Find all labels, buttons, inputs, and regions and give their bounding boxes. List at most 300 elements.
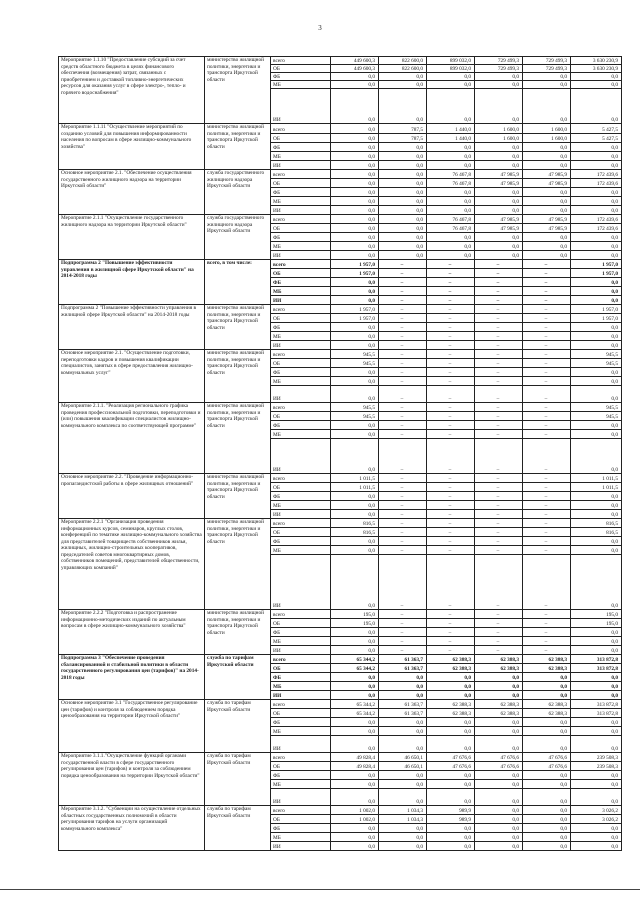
- amount-cell: –: [427, 510, 475, 519]
- responsible-executor: служба по тарифам Иркутской области: [205, 655, 271, 700]
- amount-cell: –: [427, 260, 475, 269]
- amount-cell: 0,0: [331, 833, 379, 842]
- funding-source: ОБ: [271, 815, 331, 824]
- amount-cell: 0,0: [571, 492, 622, 501]
- amount-cell: 1 957,0: [571, 314, 622, 323]
- amount-cell: –: [379, 332, 427, 341]
- amount-cell: 47 985,9: [475, 215, 523, 224]
- amount-cell: 0,0: [427, 81, 475, 89]
- amount-cell: –: [475, 546, 523, 555]
- amount-cell: –: [523, 439, 571, 474]
- amount-cell: 0,0: [523, 251, 571, 260]
- amount-cell: –: [379, 412, 427, 421]
- responsible-executor: всего, в том числе:: [205, 260, 271, 305]
- amount-cell: –: [523, 412, 571, 421]
- amount-cell: –: [475, 439, 523, 474]
- amount-cell: 313 872,8: [571, 664, 622, 673]
- amount-cell: 0,0: [331, 152, 379, 161]
- amount-cell: 0,0: [523, 73, 571, 81]
- amount-cell: 0,0: [475, 727, 523, 736]
- amount-cell: 0,0: [331, 736, 379, 753]
- amount-cell: –: [427, 537, 475, 546]
- amount-cell: 0,0: [379, 170, 427, 179]
- amount-cell: 1 957,0: [571, 269, 622, 278]
- amount-cell: –: [523, 519, 571, 528]
- funding-source: всего: [271, 403, 331, 412]
- amount-cell: –: [475, 296, 523, 305]
- amount-cell: 0,0: [331, 727, 379, 736]
- amount-cell: 62 388,3: [427, 655, 475, 664]
- amount-cell: –: [379, 474, 427, 483]
- amount-cell: 0,0: [379, 81, 427, 89]
- amount-cell: –: [379, 637, 427, 646]
- amount-cell: 0,0: [331, 628, 379, 637]
- funding-source: ФБ: [271, 188, 331, 197]
- amount-cell: 0,0: [571, 143, 622, 152]
- amount-cell: 0,0: [331, 341, 379, 350]
- amount-cell: –: [379, 619, 427, 628]
- responsible-executor: министерство жилищной политики, энергетики и транспорта Иркутской области: [205, 519, 271, 610]
- amount-cell: –: [427, 278, 475, 287]
- amount-cell: 1 600,0: [523, 134, 571, 143]
- amount-cell: 62 388,3: [475, 700, 523, 709]
- amount-cell: –: [379, 610, 427, 619]
- table-row: [59, 403, 622, 412]
- amount-cell: –: [379, 260, 427, 269]
- funding-source: ФБ: [271, 323, 331, 332]
- table-row: [59, 655, 622, 664]
- amount-cell: 46 650,1: [379, 762, 427, 771]
- funding-source: всего: [271, 700, 331, 709]
- responsible-executor: служба государственного жилищного надзора Иркутской области: [205, 170, 271, 215]
- amount-cell: 0,0: [427, 736, 475, 753]
- amount-cell: 0,0: [331, 691, 379, 700]
- amount-cell: 0,0: [427, 188, 475, 197]
- amount-cell: 0,0: [571, 332, 622, 341]
- amount-cell: 0,0: [331, 143, 379, 152]
- amount-cell: –: [523, 483, 571, 492]
- amount-cell: –: [475, 260, 523, 269]
- amount-cell: 0,0: [379, 727, 427, 736]
- funding-source: всего: [271, 519, 331, 528]
- amount-cell: 0,0: [331, 439, 379, 474]
- amount-cell: 0,0: [523, 81, 571, 89]
- amount-cell: 1 002,0: [331, 806, 379, 815]
- amount-cell: –: [379, 314, 427, 323]
- amount-cell: 1 957,0: [331, 260, 379, 269]
- amount-cell: 0,0: [571, 81, 622, 89]
- amount-cell: 0,0: [475, 251, 523, 260]
- amount-cell: 47 985,9: [475, 224, 523, 233]
- amount-cell: 0,0: [475, 206, 523, 215]
- amount-cell: 0,0: [523, 197, 571, 206]
- amount-cell: 0,0: [331, 73, 379, 81]
- amount-cell: –: [475, 430, 523, 439]
- amount-cell: 0,0: [523, 143, 571, 152]
- amount-cell: 0,0: [571, 789, 622, 806]
- amount-cell: 945,5: [571, 412, 622, 421]
- funding-source: МБ: [271, 287, 331, 296]
- amount-cell: 0,0: [427, 206, 475, 215]
- amount-cell: 0,0: [427, 682, 475, 691]
- amount-cell: 62 388,3: [523, 700, 571, 709]
- funding-source: ФБ: [271, 421, 331, 430]
- amount-cell: 816,5: [331, 528, 379, 537]
- amount-cell: –: [379, 537, 427, 546]
- amount-cell: 0,0: [379, 161, 427, 170]
- amount-cell: 0,0: [475, 736, 523, 753]
- funding-source: ИИ: [271, 89, 331, 124]
- amount-cell: 313 872,8: [571, 655, 622, 664]
- amount-cell: 61 363,7: [379, 655, 427, 664]
- amount-cell: –: [427, 619, 475, 628]
- amount-cell: 0,0: [379, 197, 427, 206]
- amount-cell: 0,0: [331, 377, 379, 386]
- amount-cell: 47 985,9: [523, 170, 571, 179]
- amount-cell: –: [379, 483, 427, 492]
- amount-cell: 0,0: [523, 691, 571, 700]
- funding-source: ФБ: [271, 492, 331, 501]
- amount-cell: –: [475, 510, 523, 519]
- amount-cell: 239 508,3: [571, 762, 622, 771]
- amount-cell: 172 439,6: [571, 170, 622, 179]
- amount-cell: –: [427, 287, 475, 296]
- amount-cell: –: [523, 546, 571, 555]
- amount-cell: 1 011,5: [331, 483, 379, 492]
- amount-cell: 239 508,3: [571, 753, 622, 762]
- amount-cell: 1 957,0: [571, 260, 622, 269]
- amount-cell: 0,0: [475, 718, 523, 727]
- amount-cell: –: [475, 610, 523, 619]
- amount-cell: 0,0: [571, 628, 622, 637]
- amount-cell: 0,0: [523, 780, 571, 789]
- amount-cell: 822 600,0: [379, 57, 427, 65]
- funding-source: ОБ: [271, 664, 331, 673]
- amount-cell: 0,0: [475, 815, 523, 824]
- amount-cell: –: [475, 314, 523, 323]
- amount-cell: 62 388,3: [523, 709, 571, 718]
- amount-cell: 729 499,3: [523, 65, 571, 73]
- amount-cell: 0,0: [331, 197, 379, 206]
- amount-cell: 47 985,9: [475, 170, 523, 179]
- funding-source: ИИ: [271, 842, 331, 851]
- amount-cell: 816,5: [571, 519, 622, 528]
- amount-cell: –: [475, 287, 523, 296]
- activity-name: Подпрограмма 2 "Повышение эффективности управления в жилищной сфере Иркутской области" на 2014-2018 годы: [59, 305, 205, 350]
- amount-cell: 0,0: [475, 143, 523, 152]
- amount-cell: 0,0: [427, 197, 475, 206]
- amount-cell: –: [427, 341, 475, 350]
- amount-cell: 1 440,0: [427, 134, 475, 143]
- table-row: [59, 350, 622, 359]
- amount-cell: 0,0: [331, 179, 379, 188]
- amount-cell: 195,0: [571, 610, 622, 619]
- amount-cell: 899 032,0: [427, 57, 475, 65]
- amount-cell: 0,0: [571, 197, 622, 206]
- amount-cell: 0,0: [475, 789, 523, 806]
- amount-cell: 49 828,4: [331, 762, 379, 771]
- amount-cell: 0,0: [523, 815, 571, 824]
- amount-cell: 47 985,9: [523, 179, 571, 188]
- amount-cell: 0,0: [331, 89, 379, 124]
- funding-source: ФБ: [271, 233, 331, 242]
- amount-cell: –: [427, 269, 475, 278]
- funding-source: ФБ: [271, 143, 331, 152]
- amount-cell: –: [475, 528, 523, 537]
- amount-cell: 0,0: [427, 673, 475, 682]
- amount-cell: 816,5: [331, 519, 379, 528]
- amount-cell: 0,0: [427, 233, 475, 242]
- funding-source: всего: [271, 215, 331, 224]
- amount-cell: –: [523, 368, 571, 377]
- amount-cell: 0,0: [475, 233, 523, 242]
- amount-cell: 0,0: [331, 842, 379, 851]
- amount-cell: 945,5: [571, 350, 622, 359]
- responsible-executor: министерство жилищной политики, энергетики и транспорта Иркутской области: [205, 305, 271, 350]
- amount-cell: –: [475, 305, 523, 314]
- amount-cell: 76 467,8: [427, 179, 475, 188]
- amount-cell: 0,0: [331, 421, 379, 430]
- amount-cell: 0,0: [427, 771, 475, 780]
- amount-cell: 46 650,1: [379, 753, 427, 762]
- amount-cell: –: [475, 278, 523, 287]
- amount-cell: 0,0: [571, 780, 622, 789]
- amount-cell: 0,0: [379, 206, 427, 215]
- amount-cell: –: [427, 350, 475, 359]
- amount-cell: 0,0: [523, 673, 571, 682]
- amount-cell: 0,0: [331, 170, 379, 179]
- amount-cell: 0,0: [331, 251, 379, 260]
- amount-cell: 0,0: [331, 224, 379, 233]
- amount-cell: –: [379, 501, 427, 510]
- funding-source: ФБ: [271, 718, 331, 727]
- amount-cell: –: [523, 403, 571, 412]
- amount-cell: 989,9: [427, 815, 475, 824]
- amount-cell: –: [475, 377, 523, 386]
- amount-cell: 172 439,6: [571, 215, 622, 224]
- amount-cell: 0,0: [571, 842, 622, 851]
- amount-cell: 0,0: [427, 242, 475, 251]
- amount-cell: 61 363,7: [379, 700, 427, 709]
- funding-source: ФБ: [271, 278, 331, 287]
- amount-cell: 989,9: [427, 806, 475, 815]
- funding-source: всего: [271, 610, 331, 619]
- amount-cell: 899 032,0: [427, 65, 475, 73]
- amount-cell: –: [379, 350, 427, 359]
- amount-cell: 0,0: [331, 718, 379, 727]
- amount-cell: 0,0: [427, 89, 475, 124]
- amount-cell: 0,0: [475, 833, 523, 842]
- funding-source: всего: [271, 806, 331, 815]
- table-row: [59, 700, 622, 709]
- amount-cell: –: [523, 287, 571, 296]
- amount-cell: –: [427, 439, 475, 474]
- amount-cell: –: [523, 528, 571, 537]
- funding-source: ОБ: [271, 65, 331, 73]
- amount-cell: 0,0: [331, 430, 379, 439]
- amount-cell: 195,0: [331, 619, 379, 628]
- amount-cell: 0,0: [571, 278, 622, 287]
- funding-source: ОБ: [271, 269, 331, 278]
- amount-cell: 0,0: [427, 842, 475, 851]
- amount-cell: –: [379, 628, 427, 637]
- amount-cell: 0,0: [571, 152, 622, 161]
- amount-cell: –: [379, 287, 427, 296]
- amount-cell: 0,0: [427, 691, 475, 700]
- amount-cell: 62 388,3: [523, 655, 571, 664]
- amount-cell: 0,0: [427, 73, 475, 81]
- amount-cell: 0,0: [571, 501, 622, 510]
- amount-cell: –: [523, 269, 571, 278]
- amount-cell: 0,0: [523, 789, 571, 806]
- funding-source: всего: [271, 170, 331, 179]
- amount-cell: 0,0: [427, 727, 475, 736]
- funding-source: ФБ: [271, 771, 331, 780]
- table-row: [59, 305, 622, 314]
- funding-source: ИИ: [271, 555, 331, 610]
- amount-cell: 1 440,0: [427, 124, 475, 134]
- funding-source: МБ: [271, 81, 331, 89]
- amount-cell: –: [523, 646, 571, 655]
- amount-cell: 0,0: [571, 368, 622, 377]
- amount-cell: 0,0: [571, 510, 622, 519]
- amount-cell: 0,0: [571, 287, 622, 296]
- amount-cell: 0,0: [379, 673, 427, 682]
- amount-cell: 0,0: [379, 718, 427, 727]
- amount-cell: –: [475, 492, 523, 501]
- amount-cell: 195,0: [571, 619, 622, 628]
- table-row: [59, 57, 622, 65]
- amount-cell: 0,0: [475, 824, 523, 833]
- funding-source: всего: [271, 124, 331, 134]
- amount-cell: 195,0: [331, 610, 379, 619]
- amount-cell: 0,0: [331, 646, 379, 655]
- funding-source: МБ: [271, 780, 331, 789]
- responsible-executor: министерство жилищной политики, энергетики и транспорта Иркутской области: [205, 403, 271, 474]
- amount-cell: –: [523, 492, 571, 501]
- funding-source: МБ: [271, 377, 331, 386]
- amount-cell: 0,0: [427, 833, 475, 842]
- funding-source: всего: [271, 350, 331, 359]
- amount-cell: 0,0: [331, 824, 379, 833]
- funding-source: ИИ: [271, 296, 331, 305]
- amount-cell: –: [475, 269, 523, 278]
- amount-cell: –: [475, 483, 523, 492]
- amount-cell: 62 388,3: [475, 655, 523, 664]
- amount-cell: 0,0: [523, 806, 571, 815]
- amount-cell: 0,0: [379, 233, 427, 242]
- responsible-executor: служба по тарифам Иркутской области: [205, 753, 271, 806]
- amount-cell: 0,0: [571, 736, 622, 753]
- amount-cell: 0,0: [475, 161, 523, 170]
- amount-cell: 0,0: [331, 323, 379, 332]
- amount-cell: –: [475, 474, 523, 483]
- amount-cell: –: [427, 332, 475, 341]
- amount-cell: 0,0: [571, 637, 622, 646]
- amount-cell: 0,0: [427, 780, 475, 789]
- amount-cell: –: [427, 421, 475, 430]
- amount-cell: –: [379, 377, 427, 386]
- amount-cell: –: [523, 386, 571, 403]
- amount-cell: –: [475, 368, 523, 377]
- amount-cell: 0,0: [475, 771, 523, 780]
- amount-cell: –: [475, 501, 523, 510]
- amount-cell: 0,0: [523, 727, 571, 736]
- amount-cell: 47 676,6: [427, 753, 475, 762]
- amount-cell: 5 427,5: [571, 134, 622, 143]
- amount-cell: 47 676,6: [523, 762, 571, 771]
- amount-cell: 0,0: [571, 555, 622, 610]
- amount-cell: 62 388,3: [427, 664, 475, 673]
- amount-cell: 0,0: [379, 736, 427, 753]
- amount-cell: 729 499,3: [523, 57, 571, 65]
- funding-source: ИИ: [271, 206, 331, 215]
- amount-cell: –: [379, 341, 427, 350]
- amount-cell: –: [427, 474, 475, 483]
- page-number: 3: [318, 24, 322, 32]
- amount-cell: –: [427, 412, 475, 421]
- amount-cell: 1 957,0: [331, 314, 379, 323]
- amount-cell: 1 600,0: [523, 124, 571, 134]
- activity-name: Мероприятие 2.2.1 "Организация проведения информационных курсов, семинаров, круглых столов, конференций по тематике жилищно-коммунального хозяйства для представителей товариществ собственников жилья, жилищных, жилищно-строительных кооперативов, председателей советов многоквартирных домов, собственников помещений, представителей общественности, управляющих компаний": [59, 519, 205, 610]
- amount-cell: 65 344,2: [331, 709, 379, 718]
- activity-name: Мероприятие 1.1.11 "Осуществление мероприятий по созданию условий для повышения информированности населения по вопросам в сфере жилищно-коммунального хозяйства": [59, 124, 205, 170]
- amount-cell: 816,5: [571, 528, 622, 537]
- amount-cell: 0,0: [427, 824, 475, 833]
- funding-source: всего: [271, 260, 331, 269]
- amount-cell: –: [427, 501, 475, 510]
- table-row: [59, 474, 622, 483]
- amount-cell: 0,0: [331, 233, 379, 242]
- amount-cell: 945,5: [331, 412, 379, 421]
- amount-cell: 0,0: [331, 386, 379, 403]
- amount-cell: –: [475, 412, 523, 421]
- funding-source: ФБ: [271, 537, 331, 546]
- amount-cell: –: [475, 341, 523, 350]
- amount-cell: 0,0: [571, 341, 622, 350]
- amount-cell: –: [523, 314, 571, 323]
- amount-cell: 945,5: [331, 359, 379, 368]
- amount-cell: –: [379, 528, 427, 537]
- amount-cell: 0,0: [331, 368, 379, 377]
- amount-cell: –: [379, 403, 427, 412]
- amount-cell: 0,0: [379, 224, 427, 233]
- amount-cell: 0,0: [331, 242, 379, 251]
- amount-cell: 0,0: [379, 143, 427, 152]
- amount-cell: 0,0: [379, 771, 427, 780]
- funding-source: всего: [271, 57, 331, 65]
- amount-cell: 0,0: [523, 824, 571, 833]
- amount-cell: 0,0: [523, 161, 571, 170]
- funding-source: ОБ: [271, 179, 331, 188]
- amount-cell: 62 388,3: [475, 664, 523, 673]
- financing-table: [58, 56, 622, 851]
- amount-cell: 76 467,8: [427, 215, 475, 224]
- amount-cell: 0,0: [331, 789, 379, 806]
- amount-cell: 0,0: [475, 780, 523, 789]
- amount-cell: –: [379, 510, 427, 519]
- amount-cell: –: [475, 628, 523, 637]
- amount-cell: –: [379, 296, 427, 305]
- amount-cell: 0,0: [379, 242, 427, 251]
- amount-cell: 0,0: [331, 771, 379, 780]
- amount-cell: –: [523, 637, 571, 646]
- amount-cell: 0,0: [475, 842, 523, 851]
- funding-source: ФБ: [271, 73, 331, 81]
- amount-cell: –: [427, 546, 475, 555]
- amount-cell: –: [427, 359, 475, 368]
- funding-source: ИИ: [271, 646, 331, 655]
